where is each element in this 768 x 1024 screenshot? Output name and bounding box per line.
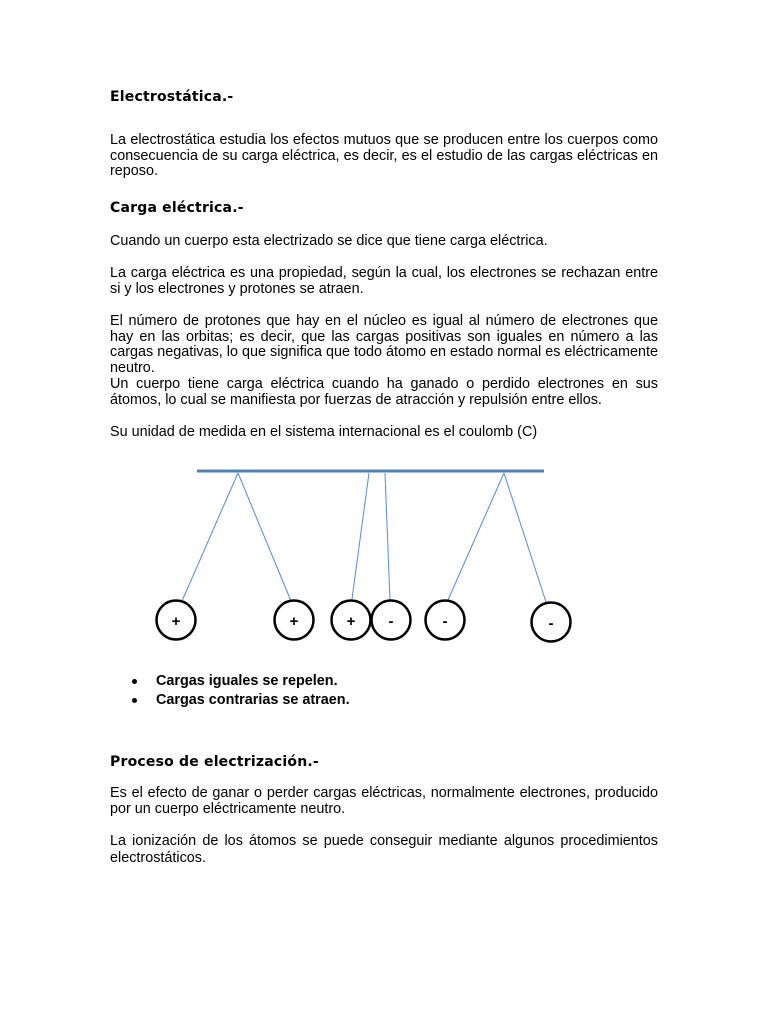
charge-sign-2: +	[289, 613, 299, 630]
section-title-proceso: Proceso de electrización.-	[110, 754, 319, 770]
charge-sign-5: -	[442, 613, 448, 630]
paragraph-neutral-atom: El número de protones que hay en el núcleo es igual al número de electrones que hay en las orbitas; es decir, que las cargas positivas son iguales en número a las cargas negativas, lo que significa que todo átomo en estado normal es eléctricamente neutro.	[110, 313, 658, 376]
string-4	[385, 473, 390, 600]
charge-sign-3: +	[346, 613, 356, 630]
string-1	[182, 473, 238, 601]
charge-sign-4: -	[388, 613, 394, 630]
charge-rules-list	[110, 672, 350, 709]
paragraph-charged-body: Cuando un cuerpo esta electrizado se dice que tiene carga eléctrica.	[110, 233, 548, 249]
charge-sign-6: -	[548, 615, 554, 632]
string-3	[352, 473, 369, 599]
list-item: Cargas iguales se repelen.	[110, 672, 350, 691]
string-5	[448, 473, 504, 600]
string-2	[238, 473, 291, 601]
paragraph-gain-loss: Un cuerpo tiene carga eléctrica cuando ha ganado o perdido electrones en sus átomos, lo cual se manifiesta por fuerzas de atracción y repulsión entre ellos.	[110, 376, 658, 408]
paragraph-unit: Su unidad de medida en el sistema internacional es el coulomb (C)	[110, 424, 538, 440]
paragraph-definition: La electrostática estudia los efectos mutuos que se producen entre los cuerpos como consecuencia de su carga eléctrica, es decir, es el estudio de las cargas eléctricas en reposo.	[110, 132, 658, 180]
section-title-electrostatica: Electrostática.-	[110, 89, 234, 105]
paragraph-ionization: La ionización de los átomos se puede conseguir mediante algunos procedimientos electrostáticos.	[110, 833, 658, 866]
charge-sign-1: +	[171, 613, 181, 630]
section-title-carga: Carga eléctrica.-	[110, 200, 244, 216]
paragraph-electrization: Es el efecto de ganar o perder cargas eléctricas, normalmente electrones, producido por un cuerpo eléctricamente neutro.	[110, 785, 658, 817]
list-item: Cargas contrarias se atraen.	[110, 691, 350, 710]
paragraph-charge-property: La carga eléctrica es una propiedad, según la cual, los electrones se rechazan entre si y los electrones y protones se atraen.	[110, 265, 658, 297]
string-6	[504, 473, 546, 602]
